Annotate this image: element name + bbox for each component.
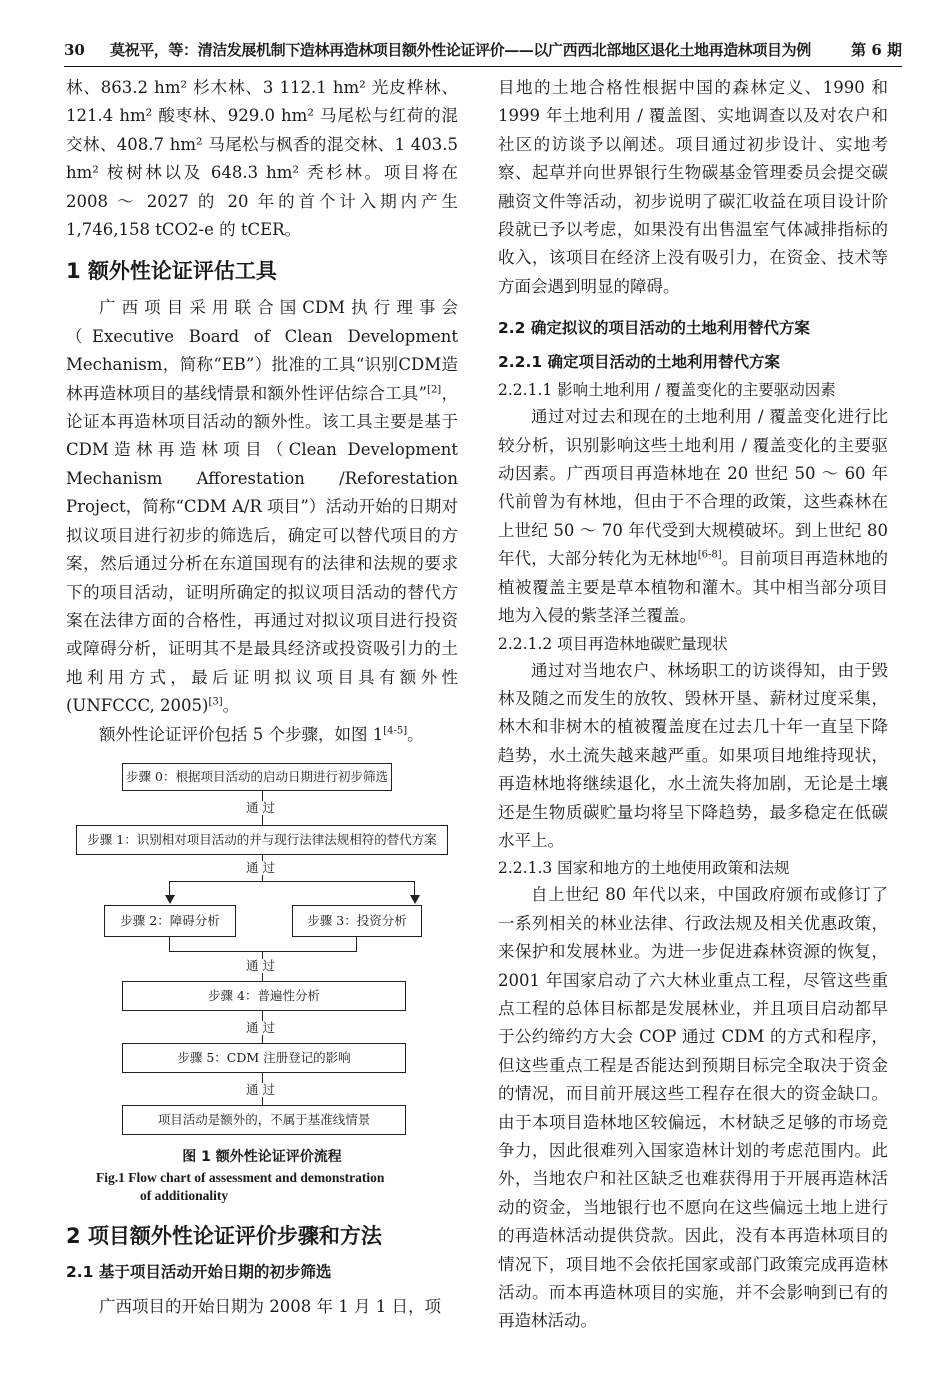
- section-2-2-1-2-paragraph: 通过对当地农户、林场职工的访谈得知，由于毁林及随之而发生的放牧、毁林开垦、薪材过度采集，林木和非树木的植被覆盖度在过去几十年一直呈下降趋势，水土流失越来越严重。如果项目地维持现状，再造林地将继续退化，水土流失将加剧，无论是土壤还是生物质碳贮量均将呈下降趋势，最多稳定在低碳水平上。: [498, 660, 888, 850]
- flow-arrow: [410, 895, 420, 904]
- flow-connector: [356, 937, 357, 951]
- flow-branch-line: [169, 881, 414, 882]
- page-number: 30: [64, 41, 85, 59]
- citation-marker: [2]: [427, 384, 442, 396]
- flow-pass-label: 通 过: [246, 957, 275, 973]
- flow-step-3: 步骤 3：投资分析: [292, 905, 422, 937]
- section-2-2-1-title: 2.2.1 确定项目活动的土地利用替代方案: [498, 353, 781, 372]
- section-2-title: 2 项目额外性论证评价步骤和方法: [66, 1223, 382, 1248]
- section-2-2-1-1-paragraph: 通过对过去和现在的土地利用 / 覆盖变化进行比较分析，识别影响这些土地利用 / 覆盖变化的主要驱动因素。广西项目再造林地在 20 世纪 50 ～ 60 年代前曾为有林地，但由于不合理的政策，这些森林在上世纪 50 ～ 70 年代受到大规模破坏。到上世纪 80 年代，大部分转化为无林地[6-8]。目前项目再造林地的植被覆盖主要是草本植物和灌木。其中相当部分项目地为入侵的紫茎泽兰覆盖。: [498, 407, 888, 626]
- left-column: [66, 74, 458, 1321]
- section-2-2-title: 2.2 确定拟议的项目活动的土地利用替代方案: [498, 319, 810, 338]
- figure-1-flowchart: [66, 763, 458, 1211]
- citation-marker: [4-5]: [383, 725, 408, 737]
- flow-pass-label: 通 过: [246, 799, 275, 815]
- flow-pass-label: 通 过: [246, 1019, 275, 1035]
- flow-step-2: 步骤 2：障碍分析: [104, 905, 236, 937]
- section-2-2-1-3-title: 2.2.1.3 国家和地方的土地使用政策和法规: [498, 859, 790, 878]
- section-1-paragraph-1: 广西项目采用联合国CDM执行理事会（Executive Board of Clean Development Mechanism，简称“EB”）批准的工具“识别CDM造林再造林项目的基线情景和额外性评估综合工具”[2]，论证本再造林项目活动的额外性。该工具主要是基于CDM造林再造林项目（Clean Development Mechanism Afforestation /Reforestation Project，简称“CDM A/R 项目”）活动开始的日期对拟议项目进行初步的筛选后，确定可以替代项目的方案，然后通过分析在东道国现有的法律和法规的要求下的项目活动，证明所确定的拟议项目活动的替代方案在法律方面的合格性，再通过对拟议项目进行投资或障碍分析，证明其不是最具经济或投资吸引力的土地利用方式，最后证明拟议项目具有额外性 (UNFCCC, 2005)[3]。: [66, 298, 459, 716]
- issue-number: 第 6 期: [851, 41, 902, 59]
- flow-connector: [169, 937, 170, 951]
- running-header: [64, 38, 902, 64]
- right-column: [498, 74, 888, 1336]
- flow-result: 项目活动是额外的，不属于基准线情景: [122, 1105, 406, 1135]
- flow-step-4: 步骤 4：普遍性分析: [122, 981, 406, 1011]
- right-continued-paragraph: 目地的土地合格性根据中国的森林定义、1990 和 1999 年土地利用 / 覆盖图、实地调查以及对农户和社区的访谈予以阐述。项目通过初步设计、实地考察、起草并向世界银行生物碳基金管理委员会提交碳融资文件等活动，初步说明了碳汇收益在项目设计阶段就已予以考虑，如果没有出售温室气体减排指标的收入，该项目在经济上没有吸引力，在资金、技术等方面会遇到明显的障碍。: [498, 78, 888, 296]
- flow-step-0: 步骤 0：根据项目活动的启动日期进行初步筛选: [122, 763, 392, 791]
- section-2-1-title: 2.1 基于项目活动开始日期的初步筛选: [66, 1262, 332, 1281]
- left-continued-paragraph: 林、863.2 hm² 杉木林、3 112.1 hm² 光皮桦林、121.4 hm² 酸枣林、929.0 hm² 马尾松与红荷的混交林、408.7 hm² 马尾松与枫香的混交林、1 403.5 hm² 桉树林以及 648.3 hm² 秃杉林。项目将在 2008 ～ 2027 的 20 年的首个计入期内产生 1,746,158 tCO2-e 的 tCER。: [66, 78, 458, 240]
- section-2-2-1-2-title: 2.2.1.2 项目再造林地碳贮量现状: [498, 634, 728, 653]
- flow-pass-label: 通 过: [246, 859, 275, 875]
- section-2-2-1-1-title: 2.2.1.1 影响土地利用 / 覆盖变化的主要驱动因素: [498, 381, 836, 400]
- figure-caption-cn: 图 1 额外性论证评价流程: [182, 1148, 342, 1165]
- figure-caption-en-line-1: Fig.1 Flow chart of assessment and demonstration: [96, 1169, 385, 1185]
- flow-step-5: 步骤 5：CDM 注册登记的影响: [122, 1043, 406, 1073]
- citation-marker: [3]: [208, 696, 223, 708]
- flow-step-1: 步骤 1：识别相对项目活动的并与现行法律法规相符的替代方案: [76, 825, 448, 855]
- flow-pass-label: 通 过: [246, 1081, 275, 1097]
- section-1-paragraph-2: 额外性论证评价包括 5 个步骤，如图 1[4-5]。: [99, 724, 424, 744]
- section-2-2-1-3-paragraph: 自上世纪 80 年代以来，中国政府颁布或修订了一系列相关的林业法律、行政法规及相关优惠政策，来保护和发展林业。为进一步促进森林资源的恢复，2001 年国家启动了六大林业重点工程，尽管这些重点工程的总体目标都是发展林业，并且项目启动都早于公约缔约方大会 COP 通过 CDM 的方式和程序，但这些重点工程是否能达到预期目标完全取决于资金的情况，而目前开展这些工程存在很大的资金缺口。由于本项目造林地区较偏远，木材缺乏足够的市场竞争力，因此很难列入国家造林计划的考虑范围内。此外，当地农户和社区缺乏也难获得用于开展再造林活动的资金，当地银行也不愿向在这些偏远土地上进行的再造林活动提供贷款。因此，没有本再造林项目的情况下，项目地不会依托国家或部门政策完成再造林活动。而本再造林项目的实施，并不会影响到已有的再造林活动。: [498, 885, 888, 1331]
- flow-merge-line: [169, 951, 357, 952]
- citation-marker: [6-8]: [697, 549, 722, 561]
- header-rule: [64, 66, 902, 67]
- flow-connector: [169, 881, 170, 895]
- running-title: 莫祝平，等：清洁发展机制下造林再造林项目额外性论证评价——以广西西北部地区退化土地再造林项目为例: [110, 41, 811, 59]
- flow-arrow: [165, 895, 175, 904]
- flow-connector: [414, 881, 415, 895]
- section-1-title: 1 额外性论证评估工具: [66, 259, 277, 284]
- section-2-1-paragraph: 广西项目的开始日期为 2008 年 1 月 1 日，项: [99, 1296, 441, 1316]
- figure-caption-en-line-2: of additionality: [140, 1187, 229, 1203]
